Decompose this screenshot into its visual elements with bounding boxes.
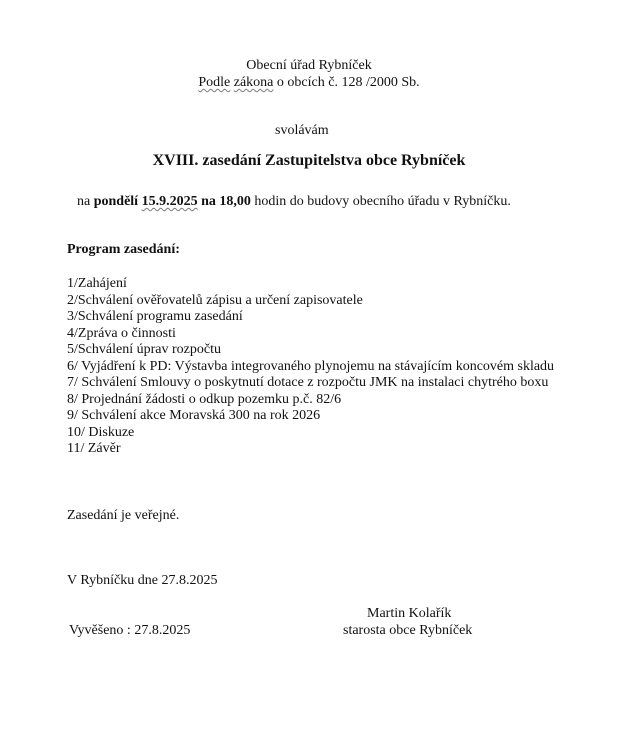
meeting-day: pondělí [93, 194, 139, 209]
agenda-item: 3/Schválení programu zasedání [67, 309, 243, 324]
public-note: Zasedání je veřejné. [67, 508, 180, 523]
meeting-prefix: na [77, 194, 91, 209]
legal-basis-line [0, 75, 618, 91]
agenda-list [67, 276, 554, 458]
agenda-item: 2/Schválení ověřovatelů zápisu a určení zapisovatele [67, 292, 363, 308]
agenda-item: 9/ Schválení akce Moravská 300 na rok 2026 [67, 408, 321, 423]
signature-name: Martin Kolařík [367, 606, 452, 621]
agenda-item: 6/ Vyjádření k PD: Výstavba integrovaného plynojemu na stávajícím koncovém skladu [67, 358, 555, 374]
signature-role: starosta obce Rybníček [343, 623, 473, 638]
law-rest: o obcích č. 128 /2000 Sb. [276, 75, 420, 90]
office-name: Obecní úřad Rybníček [246, 58, 372, 73]
posted-date: Vyvěšeno : 27.8.2025 [69, 623, 191, 638]
law-word: zákona [233, 75, 274, 90]
agenda-item: 7/ Schválení Smlouvy o poskytnutí dotace z rozpočtu JMK na instalaci chytrého boxu [67, 375, 549, 390]
place-date: V Rybníčku dne 27.8.2025 [67, 573, 218, 588]
meeting-datetime-line [77, 194, 511, 210]
meeting-date: 15.9.2025 [141, 194, 198, 209]
law-prefix: Podle [198, 75, 231, 90]
meeting-time: na 18,00 [201, 194, 251, 209]
agenda-item: 1/Zahájení [67, 276, 127, 291]
convene-word: svolávám [275, 123, 329, 138]
agenda-item: 11/ Závěr [67, 441, 121, 456]
agenda-item: 4/Zpráva o činnosti [67, 325, 176, 341]
agenda-item: 8/ Projednání žádosti o odkup pozemku p.č. 82/6 [67, 391, 342, 407]
meeting-location: hodin do budovy obecního úřadu v Rybníčku. [254, 194, 511, 209]
meeting-title: XVIII. zasedání Zastupitelstva obce Rybníček [152, 152, 466, 169]
agenda-item: 5/Schválení úprav rozpočtu [67, 342, 221, 357]
program-heading: Program zasedání: [67, 242, 180, 257]
agenda-item: 10/ Diskuze [67, 424, 135, 440]
